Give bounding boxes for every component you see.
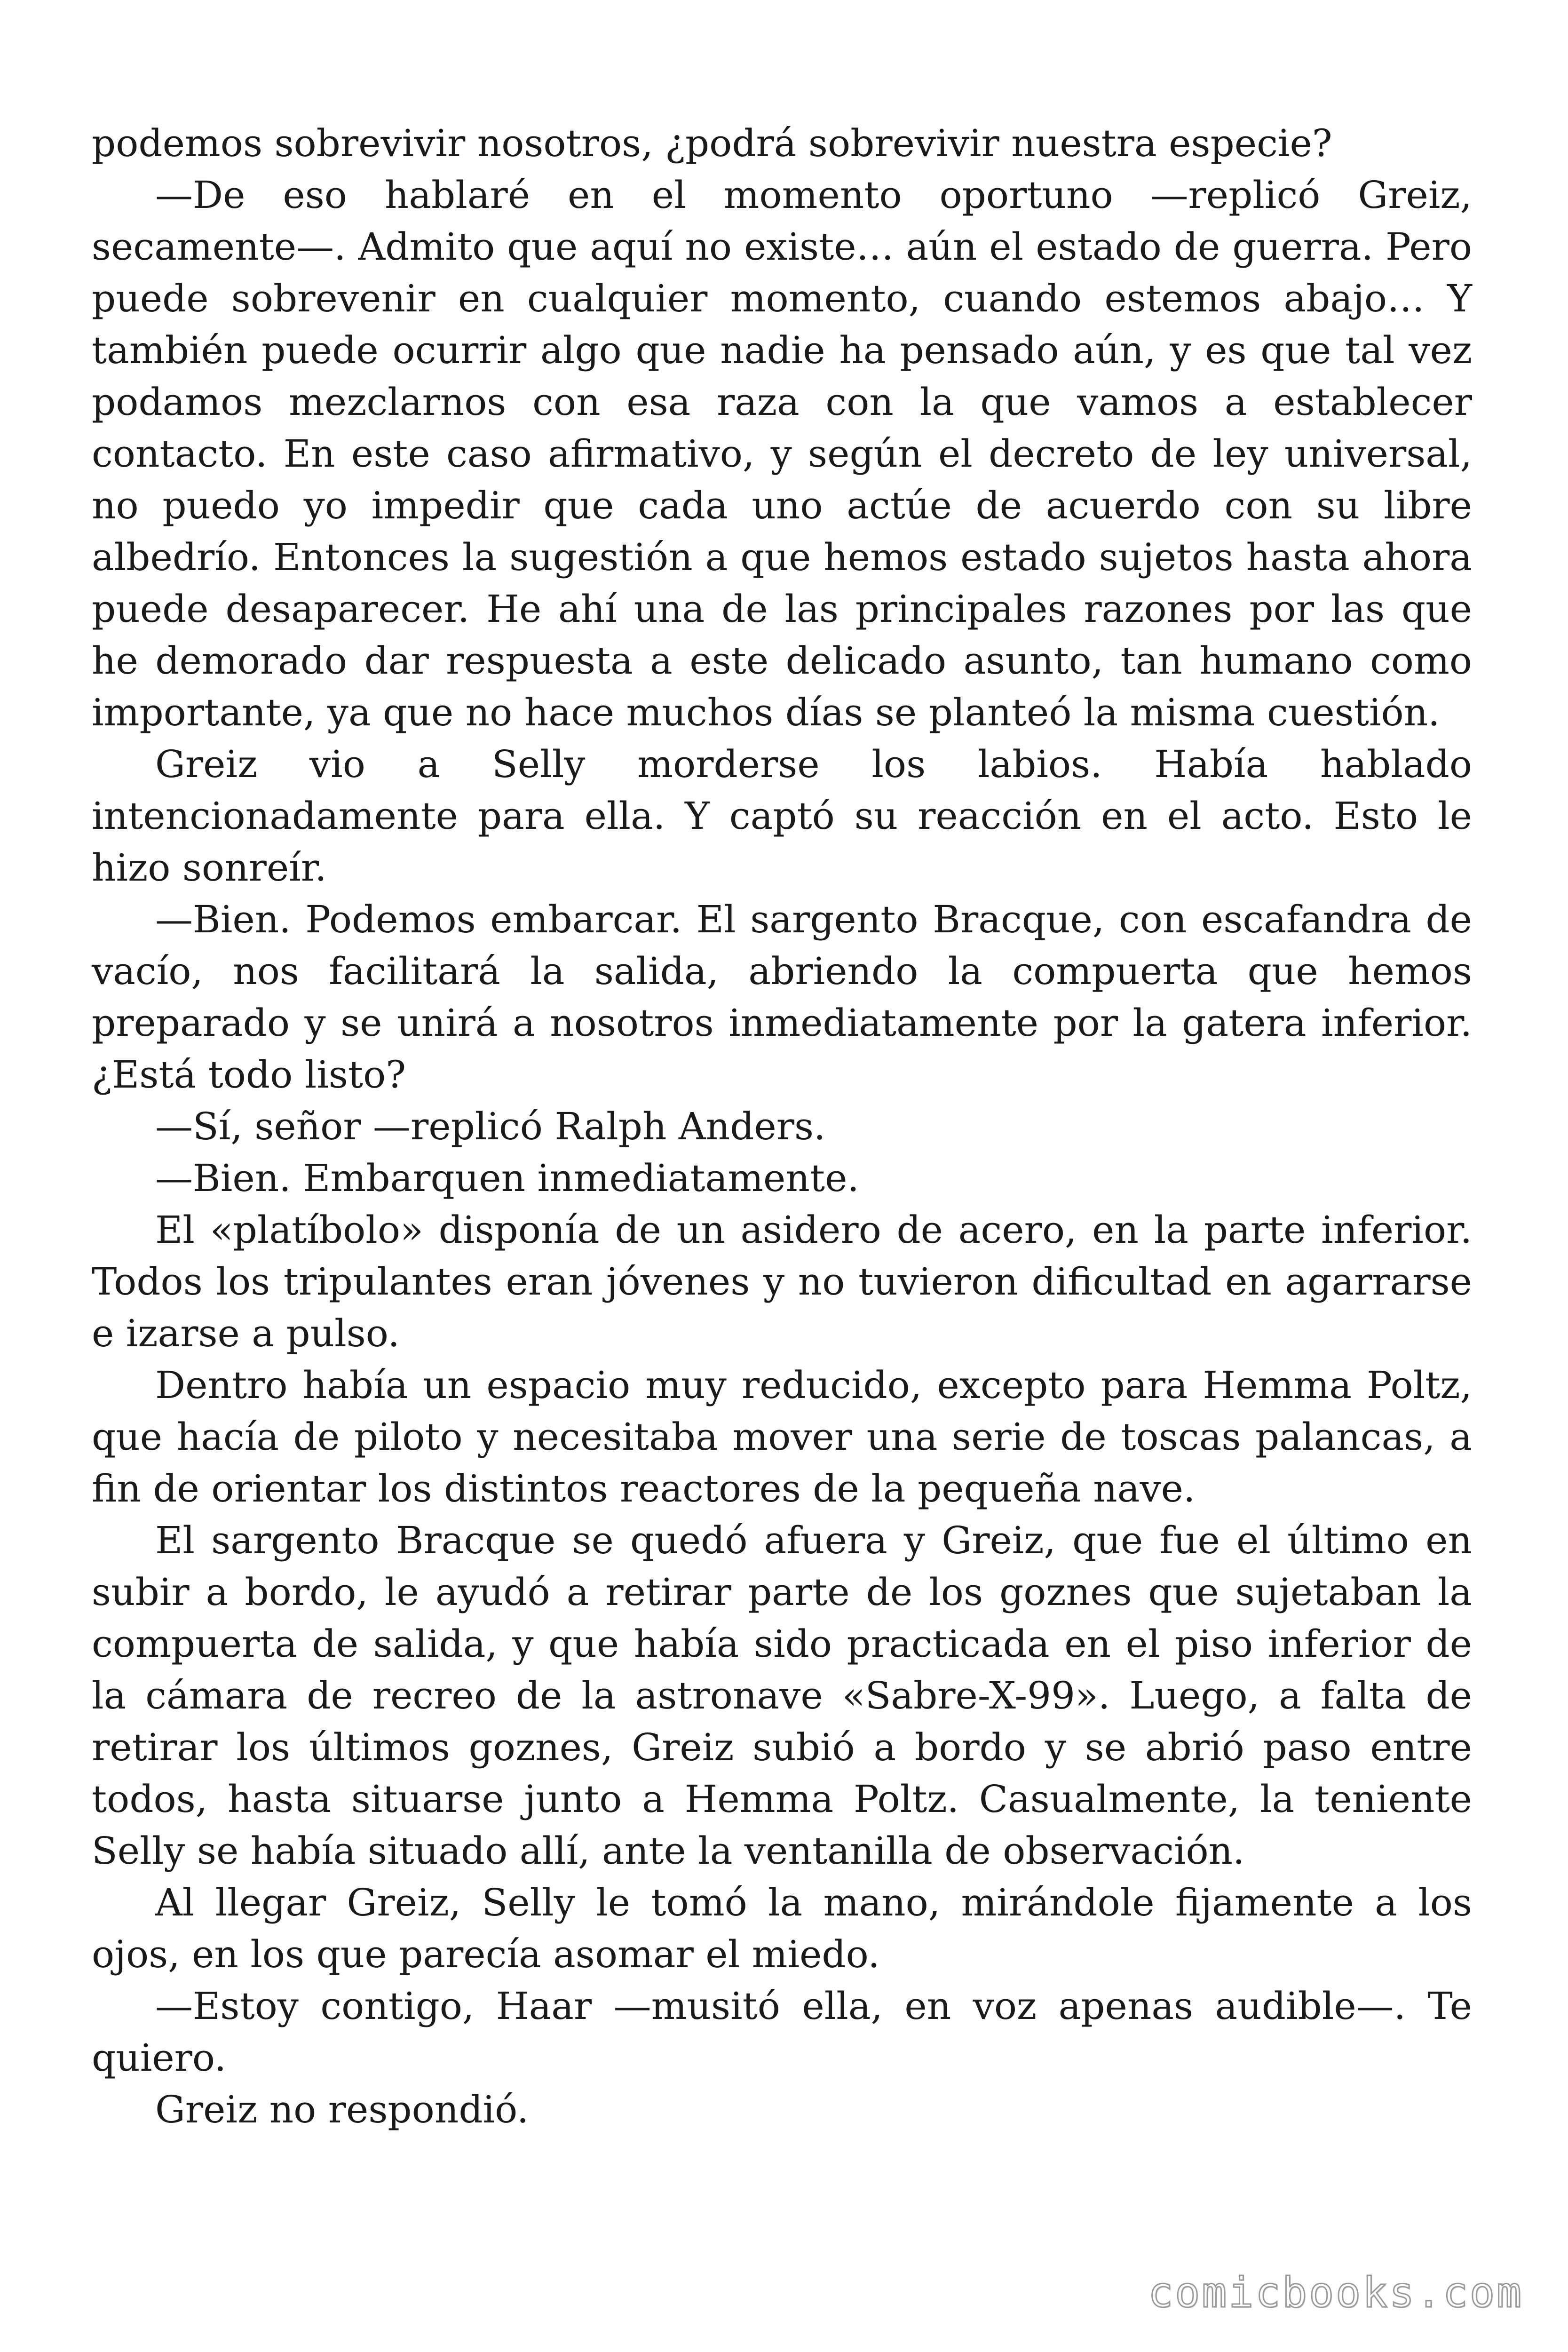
- watermark: comicbooks.com: [1148, 2268, 1523, 2317]
- paragraph: Greiz vio a Selly morderse los labios. Había hablado intencionadamente para ella. Y captó su reacción en el acto. Esto le hizo sonreír.: [92, 742, 1472, 890]
- paragraph: —Bien. Podemos embarcar. El sargento Bracque, con escafandra de vacío, nos facilitará la salida, abriendo la compuerta que hemos preparado y se unirá a nosotros inmediatamente por la gatera inferior. ¿Está todo listo?: [92, 898, 1472, 1097]
- paragraph: Dentro había un espacio muy reducido, excepto para Hemma Poltz, que hacía de piloto y necesitaba mover una serie de toscas palancas, a fin de orientar los distintos reactores de la pequeña nave.: [92, 1363, 1472, 1510]
- paragraph: El «platíbolo» disponía de un asidero de acero, en la parte inferior. Todos los tripulantes eran jóvenes y no tuvieron dificultad en agarrarse e izarse a pulso.: [92, 1208, 1472, 1355]
- paragraph: —De eso hablaré en el momento oportuno —replicó Greiz, secamente—. Admito que aquí no existe… aún el estado de guerra. Pero puede sobrevenir en cualquier momento, cuando estemos abajo… Y también puede ocurrir algo que nadie ha pensado aún, y es que tal vez podamos mezclarnos con esa raza con la que vamos a establecer contacto. En este caso afirmativo, y según el decreto de ley universal, no puedo yo impedir que cada uno actúe de acuerdo con su libre albedrío. Entonces la sugestión a que hemos estado sujetos hasta ahora puede desaparecer. He ahí una de las principales razones por las que he demorado dar respuesta a este delicado asunto, tan humano como importante, ya que no hace muchos días se planteó la misma cuestión.: [92, 173, 1472, 734]
- page-text: [92, 118, 1472, 2136]
- paragraph: podemos sobrevivir nosotros, ¿podrá sobrevivir nuestra especie?: [92, 121, 1332, 165]
- paragraph: —Bien. Embarquen inmediatamente.: [155, 1156, 859, 1200]
- paragraph: El sargento Bracque se quedó afuera y Greiz, que fue el último en subir a bordo, le ayudó a retirar parte de los goznes que sujetaban la compuerta de salida, y que había sido practicada en el piso inferior de la cámara de recreo de la astronave «Sabre-X-99». Luego, a falta de retirar los últimos goznes, Greiz subió a bordo y se abrió paso entre todos, hasta situarse junto a Hemma Poltz. Casualmente, la teniente Selly se había situado allí, ante la ventanilla de observación.: [92, 1518, 1472, 1873]
- paragraph: Al llegar Greiz, Selly le tomó la mano, mirándole fijamente a los ojos, en los que parecía asomar el miedo.: [92, 1881, 1472, 1976]
- paragraph: Greiz no respondió.: [155, 2088, 529, 2131]
- paragraph: —Estoy contigo, Haar —musitó ella, en voz apenas audible—. Te quiero.: [92, 1984, 1472, 2080]
- paragraph: —Sí, señor —replicó Ralph Anders.: [155, 1104, 826, 1148]
